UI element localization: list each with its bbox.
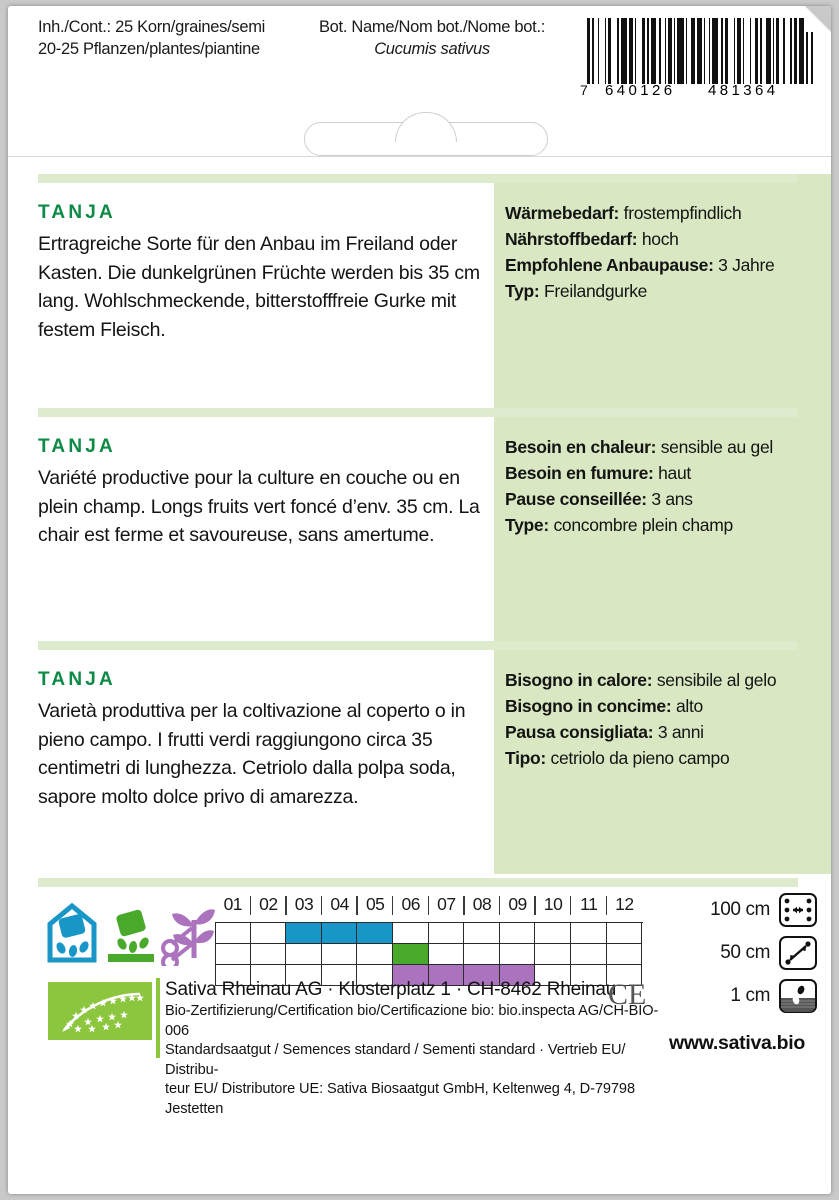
spec-row xyxy=(505,460,825,486)
calendar-month-label: 10 xyxy=(535,894,571,915)
spec-label: Bisogno in calore: xyxy=(505,670,653,690)
calendar-month-label: 02 xyxy=(251,894,287,915)
spec-label: Typ: xyxy=(505,281,540,301)
spec-value: sensibile al gelo xyxy=(656,670,777,690)
barcode-left-digits: 640126 xyxy=(605,82,676,99)
spec-label: Bisogno in concime: xyxy=(505,696,672,716)
standard-seed-line-2: teur EU/ Distributore UE: Sativa Biosaatgut GmbH, Keltenweg 4, D-79798 Jestetten xyxy=(165,1081,635,1117)
spec-row xyxy=(505,200,825,226)
eu-organic-logo xyxy=(48,982,152,1040)
barcode-bars xyxy=(587,18,815,84)
spec-value: haut xyxy=(658,463,691,483)
spec-row xyxy=(505,278,825,304)
standard-seed-line-1: Standardsaatgut / Semences standard / Sementi standard · Vertrieb EU/ Distribu- xyxy=(165,1042,626,1078)
content-line-1: Inh./Cont.: 25 Korn/graines/semi xyxy=(38,18,266,36)
spec-value: Freilandgurke xyxy=(544,281,648,301)
spec-label: Nährstoffbedarf: xyxy=(505,229,638,249)
calendar-cell xyxy=(322,923,358,944)
calendar-cell xyxy=(607,944,643,965)
botanical-name-block xyxy=(304,16,560,60)
spec-row xyxy=(505,719,825,745)
description-block xyxy=(38,436,486,550)
spec-value: 3 anni xyxy=(657,722,704,742)
row-spacing-icon xyxy=(778,890,818,930)
spec-row xyxy=(505,693,825,719)
spec-row xyxy=(505,226,825,252)
header-divider xyxy=(8,156,831,157)
calendar-cell xyxy=(500,923,536,944)
harvest-icon xyxy=(163,909,215,966)
sowing-depth-label: 1 cm xyxy=(730,984,770,1006)
variety-description: Ertragreiche Sorte für den Anbau im Freiland oder Kasten. Die dunkelgrünen Früchte werden bis 35 cm lang. Wohlschmeckende, bitterstofffreie Gurke mit festem Fleisch. xyxy=(38,233,480,341)
sowing-depth-icon xyxy=(778,976,818,1016)
hanger-knob-fill xyxy=(397,136,455,148)
calendar-month-label: 03 xyxy=(286,894,322,915)
calendar-cell xyxy=(464,944,500,965)
address-accent-bar xyxy=(156,978,160,1058)
calendar-month-label: 09 xyxy=(500,894,536,915)
spec-label: Empfohlene Anbaupause: xyxy=(505,255,714,275)
plant-spacing-icon xyxy=(778,933,818,973)
description-block xyxy=(38,669,486,811)
calendar-cell xyxy=(464,923,500,944)
calendar-cell xyxy=(535,923,571,944)
calendar-cell xyxy=(393,923,429,944)
plant-spacing xyxy=(668,931,818,974)
seed-packet-back xyxy=(8,6,831,1194)
section-divider xyxy=(38,641,798,650)
section-divider xyxy=(38,408,798,417)
spec-label: Wärmebedarf: xyxy=(505,203,620,223)
spec-row xyxy=(505,486,825,512)
spec-row xyxy=(505,667,825,693)
calendar-cell xyxy=(322,944,358,965)
variety-description: Varietà produttiva per la coltivazione al coperto o in pieno campo. I frutti verdi raggiungono circa 35 centimetri di lunghezza. Cetriolo dalla polpa soda, sapore molto dolce privo di amarezza. xyxy=(38,700,466,808)
calendar-grid xyxy=(215,922,643,986)
calendar-month-label: 08 xyxy=(464,894,500,915)
calendar-cell xyxy=(251,944,287,965)
calendar-month-label: 06 xyxy=(393,894,429,915)
variety-name: TANJA xyxy=(38,202,116,223)
calendar-cell xyxy=(429,923,465,944)
calendar-month-label: 11 xyxy=(571,894,607,915)
spec-row xyxy=(505,434,825,460)
spec-label: Besoin en fumure: xyxy=(505,463,654,483)
plant-spacing-label: 50 cm xyxy=(720,941,770,963)
corner-fold xyxy=(805,6,831,32)
barcode xyxy=(577,18,815,104)
company-line: Sativa Rheinau AG · Klosterplatz 1 · CH-8462 Rheinau xyxy=(165,979,617,1000)
botanical-label: Bot. Name/Nom bot./Nome bot.: xyxy=(318,18,546,36)
botanical-name: Cucumis sativus xyxy=(374,40,490,58)
spec-list xyxy=(505,200,825,304)
calendar-cell xyxy=(215,923,251,944)
content-line-2: 20-25 Pflanzen/plantes/piantine xyxy=(38,40,260,58)
spacing-icons xyxy=(668,888,818,1017)
spec-label: Type: xyxy=(505,515,549,535)
calendar-row-sow-outdoors xyxy=(215,944,643,965)
calendar-month-label: 05 xyxy=(357,894,393,915)
variety-name: TANJA xyxy=(38,669,116,690)
calendar-month-headers xyxy=(215,894,643,922)
address-block xyxy=(165,978,665,1119)
calendar-cell xyxy=(357,944,393,965)
content-quantity xyxy=(38,16,265,60)
calendar-cell xyxy=(251,923,287,944)
barcode-right-digits: 481364 xyxy=(708,82,779,99)
spec-value: alto xyxy=(675,696,703,716)
calendar-month-label: 01 xyxy=(215,894,251,915)
barcode-lead-digit: 7 xyxy=(580,82,588,98)
calendar-month-label: 04 xyxy=(322,894,358,915)
calendar-cell xyxy=(571,923,607,944)
spec-row xyxy=(505,252,825,278)
section-divider xyxy=(38,174,798,183)
spec-value: 3 Jahre xyxy=(718,255,775,275)
sowing-depth xyxy=(668,974,818,1017)
spec-label: Pausa consigliata: xyxy=(505,722,654,742)
sowing-calendar xyxy=(215,894,643,986)
euro-hole-hanger xyxy=(304,112,548,156)
calendar-row-sow-indoors xyxy=(215,923,643,944)
spec-value: sensible au gel xyxy=(660,437,773,457)
website-url[interactable]: www.sativa.bio xyxy=(669,1032,805,1054)
row-spacing-label: 100 cm xyxy=(710,898,770,920)
calendar-cell xyxy=(393,944,429,965)
spec-row xyxy=(505,512,825,538)
calendar-month-label: 12 xyxy=(615,894,634,914)
calendar-cell xyxy=(286,923,322,944)
spec-value: frostempfindlich xyxy=(623,203,742,223)
sow-greenhouse-icon xyxy=(50,906,94,960)
spec-value: 3 ans xyxy=(651,489,693,509)
ce-mark: CE xyxy=(608,978,647,1011)
spec-value: concombre plein champ xyxy=(553,515,733,535)
calendar-cell xyxy=(429,944,465,965)
packet-footer xyxy=(8,874,831,1194)
calendar-cell xyxy=(571,944,607,965)
calendar-cell xyxy=(500,944,536,965)
calendar-cell xyxy=(535,944,571,965)
spec-list xyxy=(505,667,825,771)
description-block xyxy=(38,202,486,344)
spec-row xyxy=(505,745,825,771)
spec-value: cetriolo da pieno campo xyxy=(550,748,730,768)
sow-outdoor-icon xyxy=(108,909,154,962)
row-spacing xyxy=(668,888,818,931)
footer-divider xyxy=(38,878,798,887)
spec-list xyxy=(505,434,825,538)
calendar-cell xyxy=(286,944,322,965)
calendar-cell xyxy=(607,923,643,944)
calendar-cell xyxy=(215,944,251,965)
variety-description: Variété productive pour la culture en couche ou en plein champ. Longs fruits vert foncé d’env. 35 cm. La chair est ferme et savoureuse, sans amertume. xyxy=(38,467,480,546)
packet-header xyxy=(8,6,831,164)
spec-value: hoch xyxy=(641,229,679,249)
calendar-cell xyxy=(357,923,393,944)
variety-name: TANJA xyxy=(38,436,116,457)
culture-symbols xyxy=(46,900,216,966)
certification-line: Bio-Zertifizierung/Certification bio/Certificazione bio: bio.inspecta AG/CH-BIO-006 xyxy=(165,1003,659,1039)
spec-label: Besoin en chaleur: xyxy=(505,437,657,457)
calendar-month-label: 07 xyxy=(429,894,465,915)
spec-label: Pause conseillée: xyxy=(505,489,647,509)
spec-label: Tipo: xyxy=(505,748,546,768)
